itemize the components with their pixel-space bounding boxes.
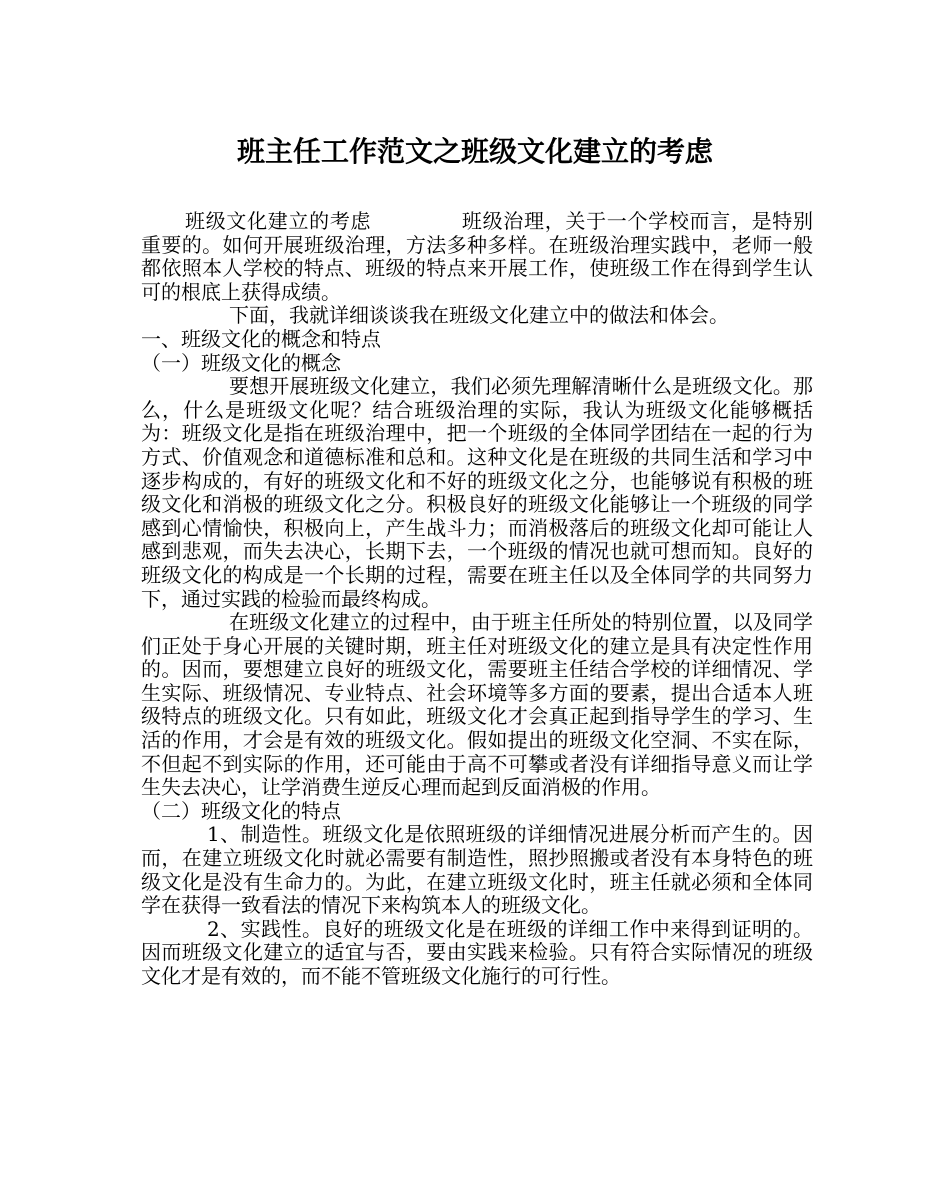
document-body — [141, 210, 813, 989]
intro-paragraph — [141, 210, 813, 304]
subsection-heading-concept: （一）班级文化的概念 — [141, 350, 341, 375]
document-title: 班主任工作范文之班级文化建立的考虑 — [236, 135, 713, 168]
concept-paragraph-2: 在班级文化建立的过程中，由于班主任所处的特别位置，以及同学们正处于身心开展的关键时期，班主任对班级文化的建立是具有决定性作用的。因而，要想建立良好的班级文化，需要班主任结合学校的详细情况、学生实际、班级情况、专业特点、社会环境等多方面的要素，提出合适本人班级特点的班级文化。只有如此，班级文化才会真正起到指导学生的学习、生活的作用，才会是有效的班级文化。假如提出的班级文化空洞、不实在际，不但起不到实际的作用，还可能由于高不可攀或者没有详细指导意义而让学生失去决心，让学消费生逆反心理而起到反面消极的作用。 — [141, 610, 813, 800]
feature-paragraph-2: 2、实践性。良好的班级文化是在班级的详细工作中来得到证明的。因而班级文化建立的适宜与否，要由实践来检验。只有符合实际情况的班级文化才是有效的，而不能不管班级文化施行的可行性。 — [141, 916, 813, 988]
subsection-heading-features: （二）班级文化的特点 — [141, 798, 341, 823]
feature-paragraph-1: 1、制造性。班级文化是依照班级的详细情况进展分析而产生的。因而，在建立班级文化时就必需要有制造性，照抄照搬或者没有本身特色的班级文化是没有生命力的。为此，在建立班级文化时，班主任就必须和全体同学在获得一致看法的情况下来构筑本人的班级文化。 — [141, 822, 813, 918]
section-heading: 一、班级文化的概念和特点 — [141, 326, 381, 351]
intro-lead: 班级文化建立的考虑 — [185, 209, 372, 233]
concept-paragraph-1: 要想开展班级文化建立，我们必须先理解清晰什么是班级文化。那么，什么是班级文化呢？结合班级治理的实际，我认为班级文化能够概括为：班级文化是指在班级治理中，把一个班级的全体同学团结在一起的行为方式、价值观念和道德标准和总和。这种文化是在班级的共同生活和学习中逐步构成的，有好的班级文化和不好的班级文化之分，也能够说有积极的班级文化和消极的班级文化之分。积极良好的班级文化能够让一个班级的同学感到心情愉快，积极向上，产生战斗力；而消极落后的班级文化却可能让人感到悲观，而失去决心，长期下去，一个班级的情况也就可想而知。良好的班级文化的构成是一个长期的过程，需要在班主任以及全体同学的共同努力下，通过实践的检验而最终构成。 — [141, 374, 813, 611]
below-paragraph: 下面，我就详细谈谈我在班级文化建立中的做法和体会。 — [229, 303, 729, 328]
intro-text: 班级治理，关于一个学校而言，是特别重要的。如何开展班级治理，方法多种多样。在班级治理实践中，老师一般都依照本人学校的特点、班级的特点来开展工作，使班级工作在得到学生认可的根底上获得成绩。 — [141, 209, 814, 304]
